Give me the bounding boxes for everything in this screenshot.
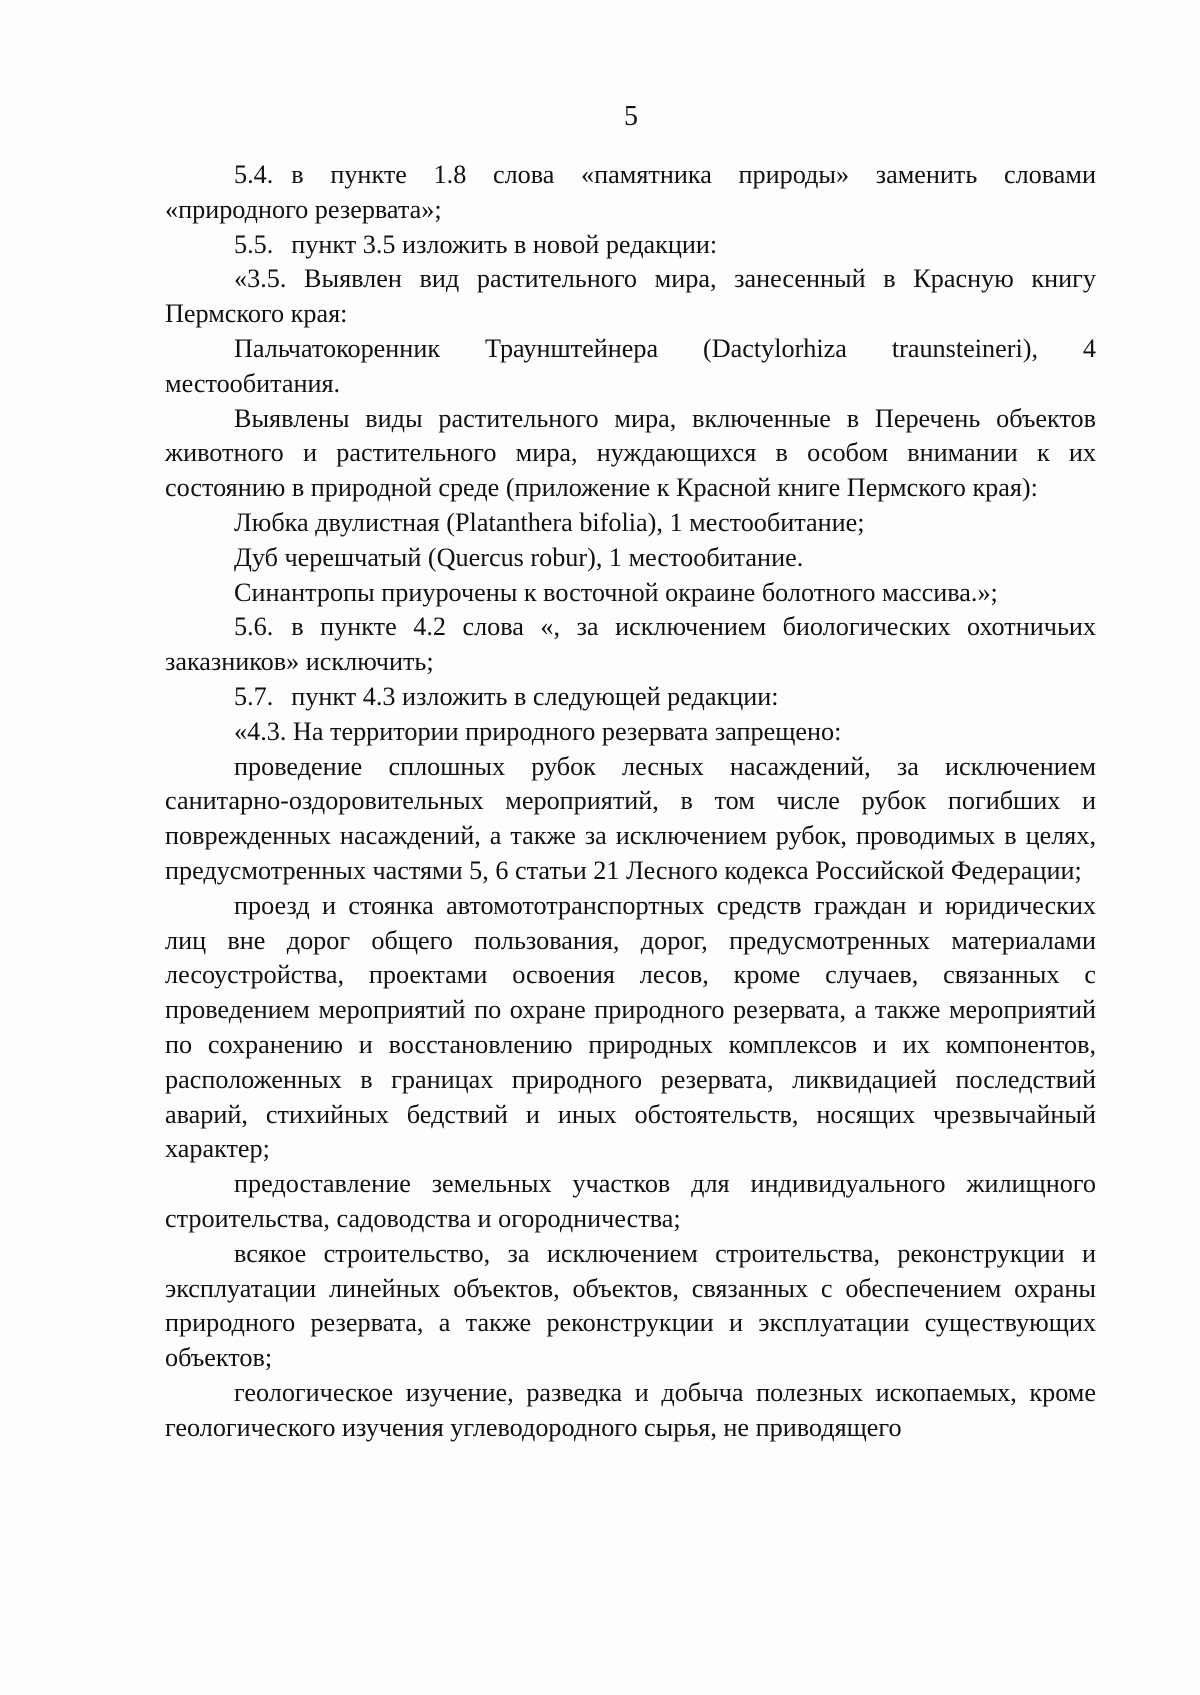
paragraph-3-5: «3.5. Выявлен вид растительного мира, занесенный в Красную книгу Пермского края: xyxy=(165,264,1096,329)
paragraph-5-5 xyxy=(165,228,1096,263)
paragraph-synanthropes: Синантропы приурочены к восточной окраине болотного массива.»; xyxy=(234,577,998,607)
clause-number: 5.5. xyxy=(234,229,274,259)
paragraph-5-6 xyxy=(165,610,1096,680)
clause-number: 5.7. xyxy=(234,681,274,711)
paragraph-platanthera: Любка двулистная (Platanthera bifolia), 1 местообитание; xyxy=(234,507,865,537)
paragraph-vehicles: проезд и стоянка автомототранспортных средств граждан и юридических лиц вне дорог общего пользования, дорог, предусмотренных материалами лесоустройства, проектами освоения лесов, кроме случаев, связанных с проведением мероприятий по охране природного резервата, а также мероприятий по сохранению и восстановлению природных комплексов и их компонентов, расположенных в границах природного резервата, ликвидацией последствий аварий, стихийных бедствий и иных обстоятельств, носящих чрезвычайный характер; xyxy=(165,890,1096,1164)
paragraph-text: пункт 4.3 изложить в следующей редакции: xyxy=(291,681,779,711)
paragraph-clear-cutting: проведение сплошных рубок лесных насаждений, за исключением санитарно-оздоровительных мероприятий, в том числе рубок погибших и поврежденных насаждений, а также за исключением рубок, проводимых в целях, предусмотренных частями 5, 6 статьи 21 Лесного кодекса Российской Федерации; xyxy=(165,751,1096,885)
paragraph-construction: всякое строительство, за исключением строительства, реконструкции и эксплуатации линейных объектов, объектов, связанных с обеспечением охраны природного резервата, а также реконструкции и эксплуатации существующих объектов; xyxy=(165,1238,1096,1373)
page-number: 5 xyxy=(624,101,638,132)
paragraph-text: в пункте 4.2 слова «, за исключением биологических охотничьих заказников» исключить; xyxy=(165,612,1096,677)
paragraph-text: пункт 3.5 изложить в новой редакции: xyxy=(291,229,718,259)
clause-number: 5.4. xyxy=(234,160,274,189)
paragraph-text: в пункте 1.8 слова «памятника природы» заменить словами «природного резервата»; xyxy=(165,160,1096,224)
document-body xyxy=(165,158,1096,1445)
paragraph-quercus: Дуб черешчатый (Quercus robur), 1 местообитание. xyxy=(234,542,804,572)
paragraph-species-list-intro: Выявлены виды растительного мира, включенные в Перечень объектов животного и растительного мира, нуждающихся в особом внимании к их состоянию в природной среде (приложение к Красной книге Пермского края): xyxy=(165,403,1096,503)
paragraph-5-4 xyxy=(165,158,1096,228)
paragraph-land-plots: предоставление земельных участков для индивидуального жилищного строительства, садоводства и огородничества; xyxy=(165,1169,1096,1233)
paragraph-5-7 xyxy=(165,680,1096,715)
paragraph-4-3: «4.3. На территории природного резервата запрещено: xyxy=(234,716,842,746)
paragraph-geology: геологическое изучение, разведка и добыча полезных ископаемых, кроме геологического изучения углеводородного сырья, не приводящего xyxy=(165,1377,1096,1442)
clause-number: 5.6. xyxy=(234,612,274,642)
paragraph-species-red-book: Пальчатокоренник Траунштейнера (Dactylorhiza traunsteineri), 4 местообитания. xyxy=(165,333,1096,398)
